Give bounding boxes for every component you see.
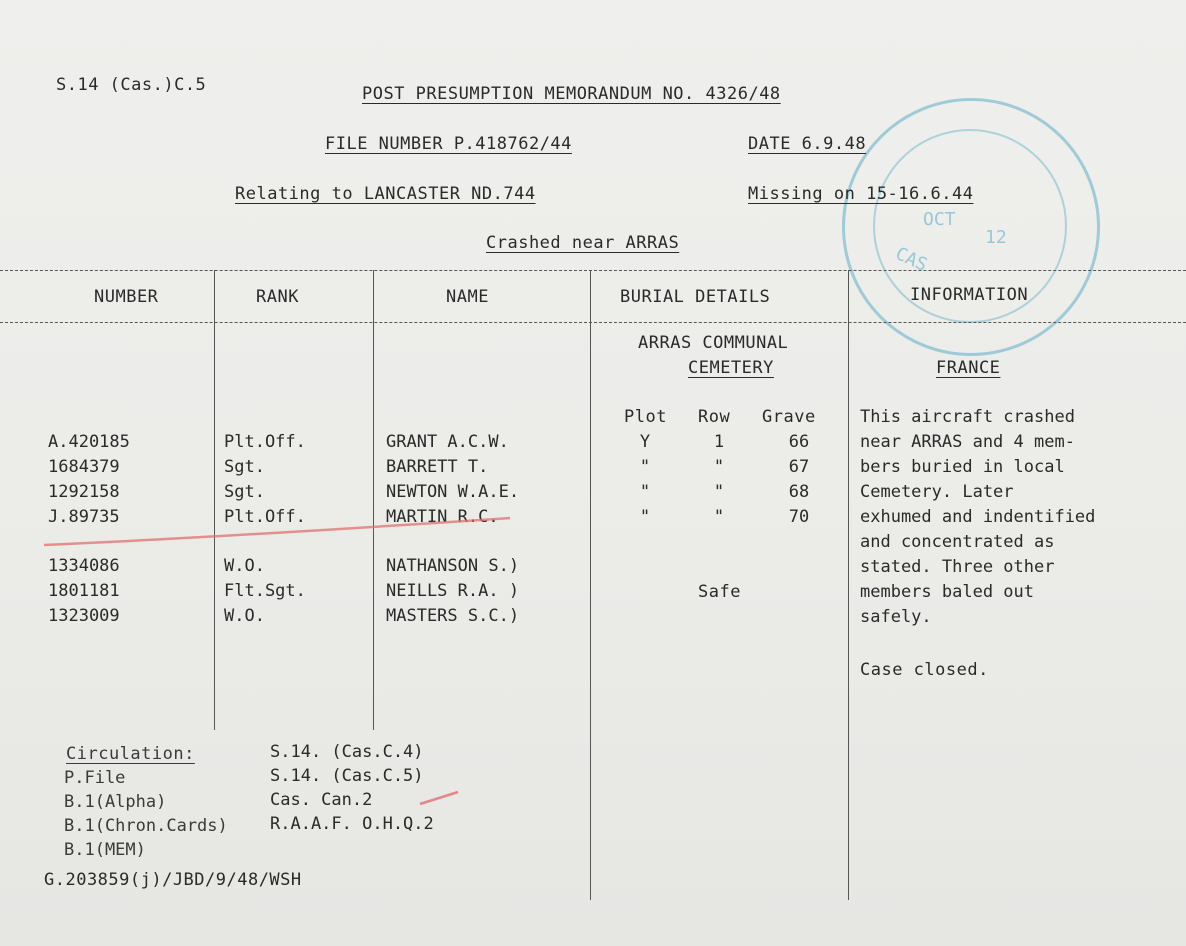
case-closed: Case closed. — [860, 660, 989, 680]
safe-rank-column — [224, 554, 306, 629]
table-row-grave: 66 — [788, 432, 810, 452]
safe-row-name: MASTERS S.C.) — [386, 606, 520, 626]
information-line: Cemetery. Later — [860, 482, 1014, 502]
information-line: This aircraft crashed — [860, 407, 1075, 427]
information-line: near ARRAS and 4 mem- — [860, 432, 1075, 452]
information-line: and concentrated as — [860, 532, 1055, 552]
col-divider-4 — [848, 270, 849, 900]
table-row-number: 1292158 — [48, 482, 120, 502]
plot-column — [630, 430, 660, 530]
burial-header-row: Row — [698, 407, 731, 427]
table-row-plot: " — [639, 482, 651, 502]
table-row-rank: Sgt. — [224, 482, 265, 502]
table-row-plot: Y — [639, 432, 651, 452]
table-row-row: 1 — [713, 432, 725, 452]
information-line: stated. Three other — [860, 557, 1055, 577]
stamp-dept: CAS — [892, 243, 931, 276]
row-column — [704, 430, 734, 530]
cemetery-line2: CEMETERY — [688, 358, 774, 378]
safe-number-column — [48, 554, 120, 629]
col-divider-3 — [590, 270, 591, 900]
header-name: NAME — [446, 287, 489, 307]
red-pencil-tick — [418, 788, 462, 808]
information-line: safely. — [860, 607, 932, 627]
safe-row-rank: W.O. — [224, 606, 265, 626]
red-pencil-strike — [40, 512, 520, 552]
safe-row-number: 1334086 — [48, 556, 120, 576]
circulation-item: B.1(Alpha) — [64, 792, 167, 812]
header-information: INFORMATION — [910, 285, 1029, 305]
safe-name-column — [386, 554, 519, 629]
table-row-number: J.89735 — [48, 507, 120, 527]
col-divider-1 — [214, 270, 215, 730]
circulation-item: Cas. Can.2 — [270, 790, 373, 810]
table-top-rule — [0, 270, 1186, 271]
circulation-item: S.14. (Cas.C.5) — [270, 766, 424, 786]
memo-title: POST PRESUMPTION MEMORANDUM NO. 4326/48 — [362, 84, 781, 104]
table-row-number: A.420185 — [48, 432, 130, 452]
circulation-item: P.File — [64, 768, 126, 788]
table-row-rank: Plt.Off. — [224, 432, 306, 452]
table-row-row: " — [713, 457, 725, 477]
header-rank: RANK — [256, 287, 299, 307]
safe-row-name: NATHANSON S.) — [386, 556, 520, 576]
circulation-item: R.A.A.F. O.H.Q.2 — [270, 814, 434, 834]
table-row-rank: Plt.Off. — [224, 507, 306, 527]
crashed-near: Crashed near ARRAS — [486, 233, 680, 253]
information-line: exhumed and indentified — [860, 507, 1096, 527]
safe-row-number: 1323009 — [48, 606, 120, 626]
table-row-row: " — [713, 482, 725, 502]
circulation-item: B.1(MEM) — [64, 840, 146, 860]
missing-on: Missing on 15-16.6.44 — [748, 184, 974, 204]
cemetery-line1: ARRAS COMMUNAL — [638, 333, 789, 353]
table-row-rank: Sgt. — [224, 457, 265, 477]
col-divider-2 — [373, 270, 374, 730]
table-row-name: NEWTON W.A.E. — [386, 482, 520, 502]
information-text — [860, 405, 1095, 630]
header-number: NUMBER — [94, 287, 159, 307]
burial-header-plot: Plot — [624, 407, 667, 427]
table-row-grave: 70 — [788, 507, 810, 527]
circulation-item: B.1(Chron.Cards) — [64, 816, 228, 836]
reference-code: G.203859(j)/JBD/9/48/WSH — [44, 870, 302, 890]
table-row-row: " — [713, 507, 725, 527]
safe-row-rank: W.O. — [224, 556, 265, 576]
stamp-month: OCT — [923, 209, 956, 230]
table-row-name: MARTIN R.C. — [386, 507, 499, 527]
circulation-right-list — [270, 740, 434, 836]
circulation-label: Circulation: — [66, 744, 195, 764]
circulation-item: S.14. (Cas.C.4) — [270, 742, 424, 762]
table-row-grave: 67 — [788, 457, 810, 477]
file-number: FILE NUMBER P.418762/44 — [325, 134, 572, 154]
relating-to: Relating to LANCASTER ND.744 — [235, 184, 536, 204]
country: FRANCE — [936, 358, 1001, 378]
table-header-rule — [0, 322, 1186, 323]
table-row-name: GRANT A.C.W. — [386, 432, 509, 452]
circulation-left-list — [64, 766, 228, 862]
table-row-grave: 68 — [788, 482, 810, 502]
safe-row-number: 1801181 — [48, 581, 120, 601]
safe-row-name: NEILLS R.A. ) — [386, 581, 520, 601]
burial-header-grave: Grave — [762, 407, 816, 427]
safe-row-rank: Flt.Sgt. — [224, 581, 306, 601]
stamp-day: 12 — [985, 227, 1007, 248]
memo-date: DATE 6.9.48 — [748, 134, 867, 154]
table-row-plot: " — [639, 457, 651, 477]
table-row-name: BARRETT T. — [386, 457, 489, 477]
form-code: S.14 (Cas.)C.5 — [56, 75, 207, 95]
header-burial-details: BURIAL DETAILS — [620, 287, 771, 307]
information-line: bers buried in local — [860, 457, 1065, 477]
received-stamp — [842, 98, 1100, 356]
grave-column — [784, 430, 814, 530]
table-row-plot: " — [639, 507, 651, 527]
information-line: members baled out — [860, 582, 1034, 602]
table-row-number: 1684379 — [48, 457, 120, 477]
safe-label: Safe — [698, 582, 741, 602]
